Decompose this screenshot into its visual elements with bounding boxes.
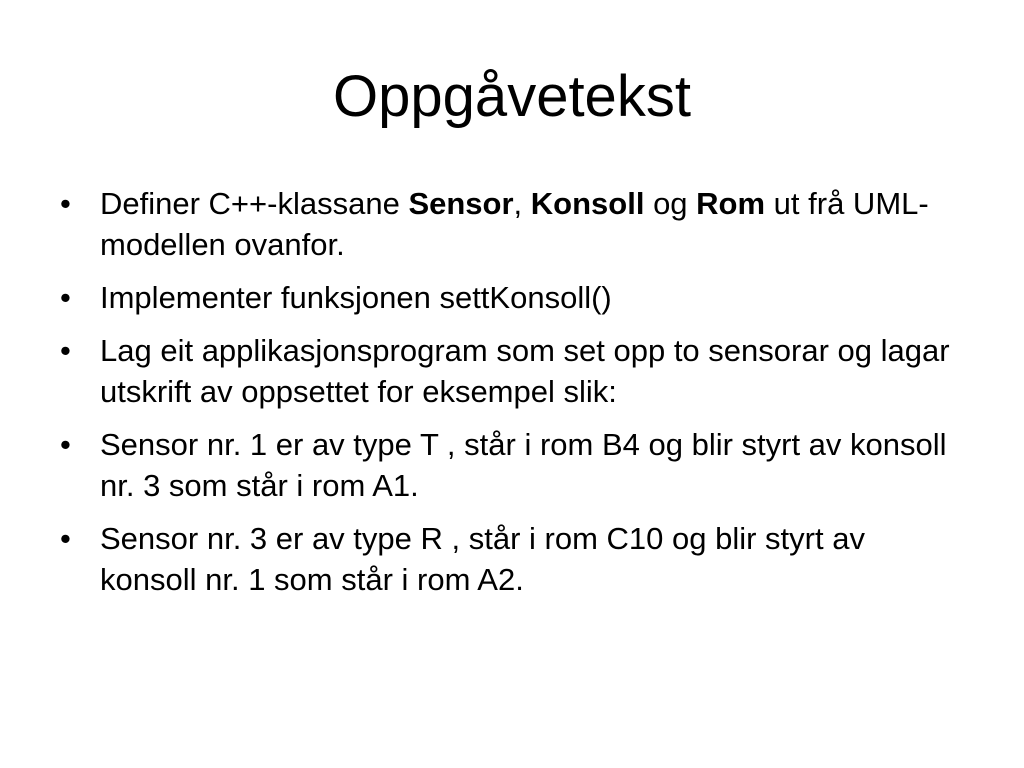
bullet-item-application-program xyxy=(60,330,970,412)
class-name-sensor: Sensor xyxy=(408,186,514,221)
bullet-icon: • xyxy=(60,333,71,368)
bullet-item-sensor-3-example xyxy=(60,518,970,600)
class-name-konsoll: Konsoll xyxy=(530,186,645,221)
bullet-icon: • xyxy=(60,427,71,462)
bullet-text: Lag eit applikasjonsprogram som set opp to sensorar og lagar utskrift av oppsettet for eksempel slik: xyxy=(100,333,950,409)
bullet-text-part: Definer C++-klassane xyxy=(100,186,409,221)
bullet-icon: • xyxy=(60,521,71,556)
slide-title: Oppgåvetekst xyxy=(333,64,691,129)
bullet-text-part: , xyxy=(513,186,531,221)
bullet-list xyxy=(60,183,970,612)
bullet-text: Sensor nr. 1 er av type T , står i rom B4 og blir styrt av konsoll nr. 3 som står i rom A1. xyxy=(100,427,947,503)
bullet-text-part: ut frå UML-modellen ovanfor. xyxy=(100,186,929,262)
bullet-icon: • xyxy=(60,186,71,221)
bullet-icon: • xyxy=(60,280,71,315)
class-name-rom: Rom xyxy=(696,186,766,221)
bullet-item-sensor-1-example xyxy=(60,424,970,506)
bullet-item-implement-function xyxy=(60,277,970,318)
bullet-text-part: og xyxy=(644,186,697,221)
bullet-text: Sensor nr. 3 er av type R , står i rom C10 og blir styrt av konsoll nr. 1 som står i rom A2. xyxy=(100,521,865,597)
bullet-text: Implementer funksjonen settKonsoll() xyxy=(100,280,612,315)
bullet-item-define-classes xyxy=(60,183,970,265)
